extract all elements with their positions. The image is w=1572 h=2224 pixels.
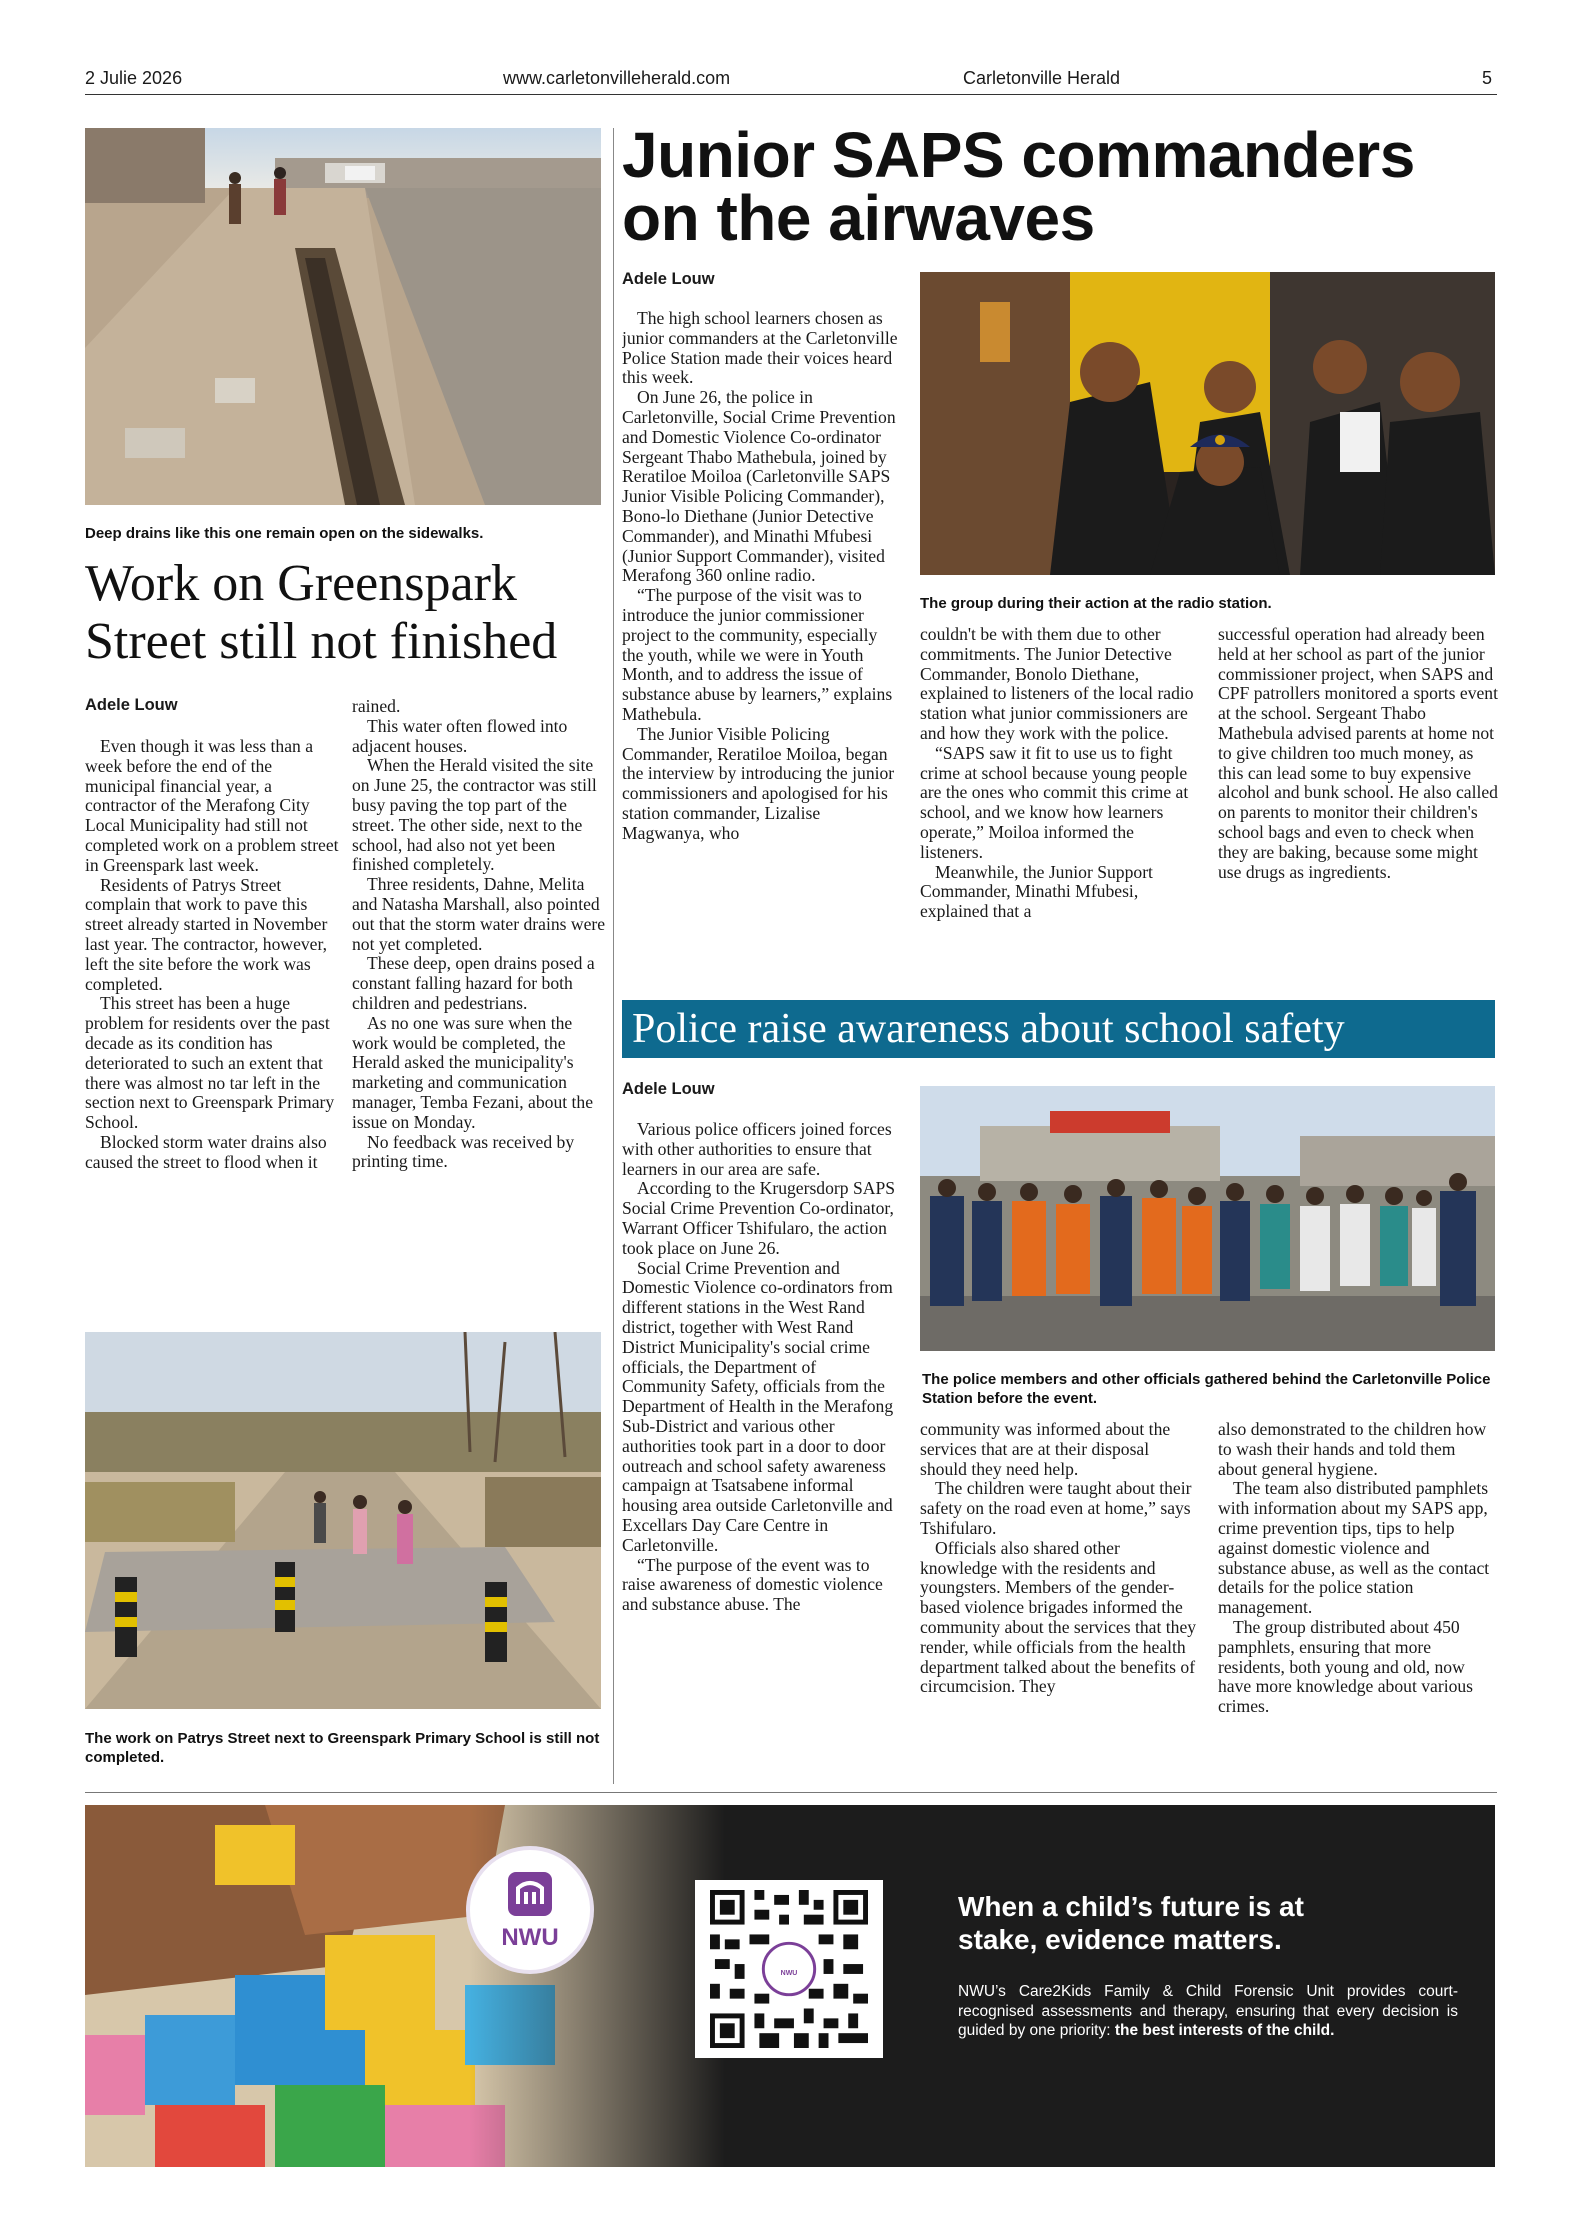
radio-photo-caption: The group during their action at the radio station. — [920, 595, 1272, 612]
header-rule — [85, 94, 1497, 95]
greenspark-col-2: rained. This water often flowed into adjacent houses. When the Herald visited the site on June 25, the contractor was still busy paving the top part of the street. The other side, next to the school, had also not yet been finished completely. Three residents, Dahne, Melita and Natasha Marshall, also pointed out that the storm water drains were not yet completed. These deep, open drains posed a constant falling hazard for both children and pedestrians. As no one was sure when the work would be completed, the Herald asked the municipality's marketing and communication manager, Temba Fezani, about the issue on Monday. No feedback was received by printing time. — [352, 697, 606, 1172]
safety-col-2: community was informed about the services that are at their disposal should they need help. The children were taught about their safety on the road even at home,” says Tshifularo. Officials also shared other knowledge with the residents and youngsters. Members of the gender-based violence brigades informed the community about the services that they render, while officials from the health department talked about the benefits of circumcision. They — [920, 1420, 1197, 1697]
safety-col-3: also demonstrated to the children how to wash their hands and told them about general hygiene. The team also distributed pamphlets with information about my SAPS app, crime prevention tips, tips to help against domestic violence and substance abuse, as well as the contact details for the police station management. The group distributed about 450 pamphlets, ensuring that more residents, both young and old, now have more knowledge about various crimes. — [1218, 1420, 1490, 1717]
greenspark-col-1: Even though it was less than a week before the end of the municipal financial year, a contractor of the Merafong City Local Municipality had still not completed work on a problem street in Greenspark last week. Residents of Patrys Street complain that work to pave this street already started in November last year. The contractor, however, left the site before the work was completed. This street has been a huge problem for residents over the past decade as its condition has deteriorated to such an extent that there was almost no tar left in the section next to Greenspark Primary School. Blocked storm water drains also caused the street to flood when it — [85, 737, 339, 1172]
advert-rule — [85, 1792, 1497, 1793]
website-link[interactable]: www.carletonvilleherald.com — [503, 68, 731, 88]
drain-photo — [85, 128, 601, 505]
nwu-logo: NWU — [470, 1850, 590, 1970]
radio-station-photo — [920, 272, 1495, 575]
safety-col-1: Various police officers joined forces with other authorities to ensure that learners in our area are safe. According to the Krugersdorp SAPS Social Crime Prevention Co-ordinator, Warrant Officer Tshifularo, the action took place on June 26. Social Crime Prevention and Domestic Violence co-ordinators from different stations in the West Rand district, together with West Rand District Municipality's social crime officials, the Department of Community Safety, officials from the Department of Health in the Merafong Sub-District and various other authorities took part in a door to door outreach and school safety awareness campaign at Tsatsabene informal housing area outside Carletonville and Excellars Day Care Centre in Carletonville. “The purpose of the event was to raise awareness of domestic violence and substance abuse. The — [622, 1120, 896, 1615]
safety-headline: Police raise awareness about school safety — [622, 1000, 1495, 1058]
patrys-photo-caption: The work on Patrys Street next to Greenspark Primary School is still not completed. — [85, 1730, 600, 1766]
paper-name: Carletonville Herald — [963, 68, 1121, 88]
toy-blocks-image — [85, 1805, 725, 2167]
qr-nwu-mark: NWU — [780, 1970, 798, 1977]
greenspark-byline: Adele Louw — [85, 696, 178, 714]
advert-body: NWU’s Care2Kids Family & Child Forensic Unit provides court-recognised assessments and therapy, ensuring that every decision is guided by one priority: the best interests of the child. — [958, 1983, 1458, 2039]
saps-col-3: successful operation had already been held at her school as part of the junior commissioner project, when SAPS and CPF patrollers monitored a sports event at the school. Sergeant Thabo Mathebula advised parents at home not to give children too much money, as this can lead some to buy expensive alcohol and bunk school. He also called on parents to monitor their children's school bags and even to check when they are baking, because some might use drugs as ingredients. — [1218, 625, 1498, 882]
advert-text — [958, 1890, 1458, 2041]
nwu-emblem-icon — [508, 1872, 552, 1916]
page-number: 5 — [1482, 68, 1493, 88]
police-photo-caption: The police members and other officials gathered behind the Carletonville Police Station before the event. — [922, 1371, 1491, 1407]
patrys-street-photo — [85, 1332, 601, 1709]
qr-code-pattern — [709, 1890, 869, 2048]
safety-byline: Adele Louw — [622, 1080, 715, 1098]
saps-byline: Adele Louw — [622, 270, 715, 288]
saps-col-1: The high school learners chosen as junior commanders at the Carletonville Police Station made their voices heard this week. On June 26, the police in Carletonville, Social Crime Prevention and Domestic Violence Co-ordinator Sergeant Thabo Mathebula, joined by Reratiloe Moiloa (Carletonville SAPS Junior Visible Policing Commander), Bono-lo Diethane (Junior Detective Commander), and Minathi Mfubesi (Junior Support Commander), visited Merafong 360 online radio. “The purpose of the visit was to introduce the junior commissioner project to the community, especially the youth, while we were in Youth Month, and to address the issue of substance abuse by learners,” explains Mathebula. The Junior Visible Policing Commander, Reratiloe Moiloa, began the interview by introducing the junior commissioners and apologised for his station commander, Lizalise Magwanya, who — [622, 309, 898, 843]
nwu-advert[interactable] — [85, 1805, 1495, 2167]
saps-headline: Junior SAPS commanders on the airwaves — [622, 119, 1415, 254]
column-divider — [613, 128, 614, 1784]
greenspark-headline: Work on Greenspark Street still not finished — [85, 555, 558, 670]
police-gathering-photo — [920, 1086, 1495, 1351]
drain-photo-caption: Deep drains like this one remain open on the sidewalks. — [85, 525, 484, 542]
qr-code[interactable] — [695, 1880, 883, 2058]
page-date: 2 Julie 2026 — [85, 68, 183, 88]
saps-col-2: couldn't be with them due to other commitments. The Junior Detective Commander, Bonolo Diethane, explained to listeners of the local radio station what junior commissioners are and how they work with the police. “SAPS saw it fit to use us to fight crime at school because young people are the ones who commit this crime at school, and we know how learners operate,” Moiloa informed the listeners. Meanwhile, the Junior Support Commander, Minathi Mfubesi, explained that a — [920, 625, 1194, 922]
advert-heading: When a child’s future is at stake, evidence matters. — [958, 1891, 1304, 1955]
